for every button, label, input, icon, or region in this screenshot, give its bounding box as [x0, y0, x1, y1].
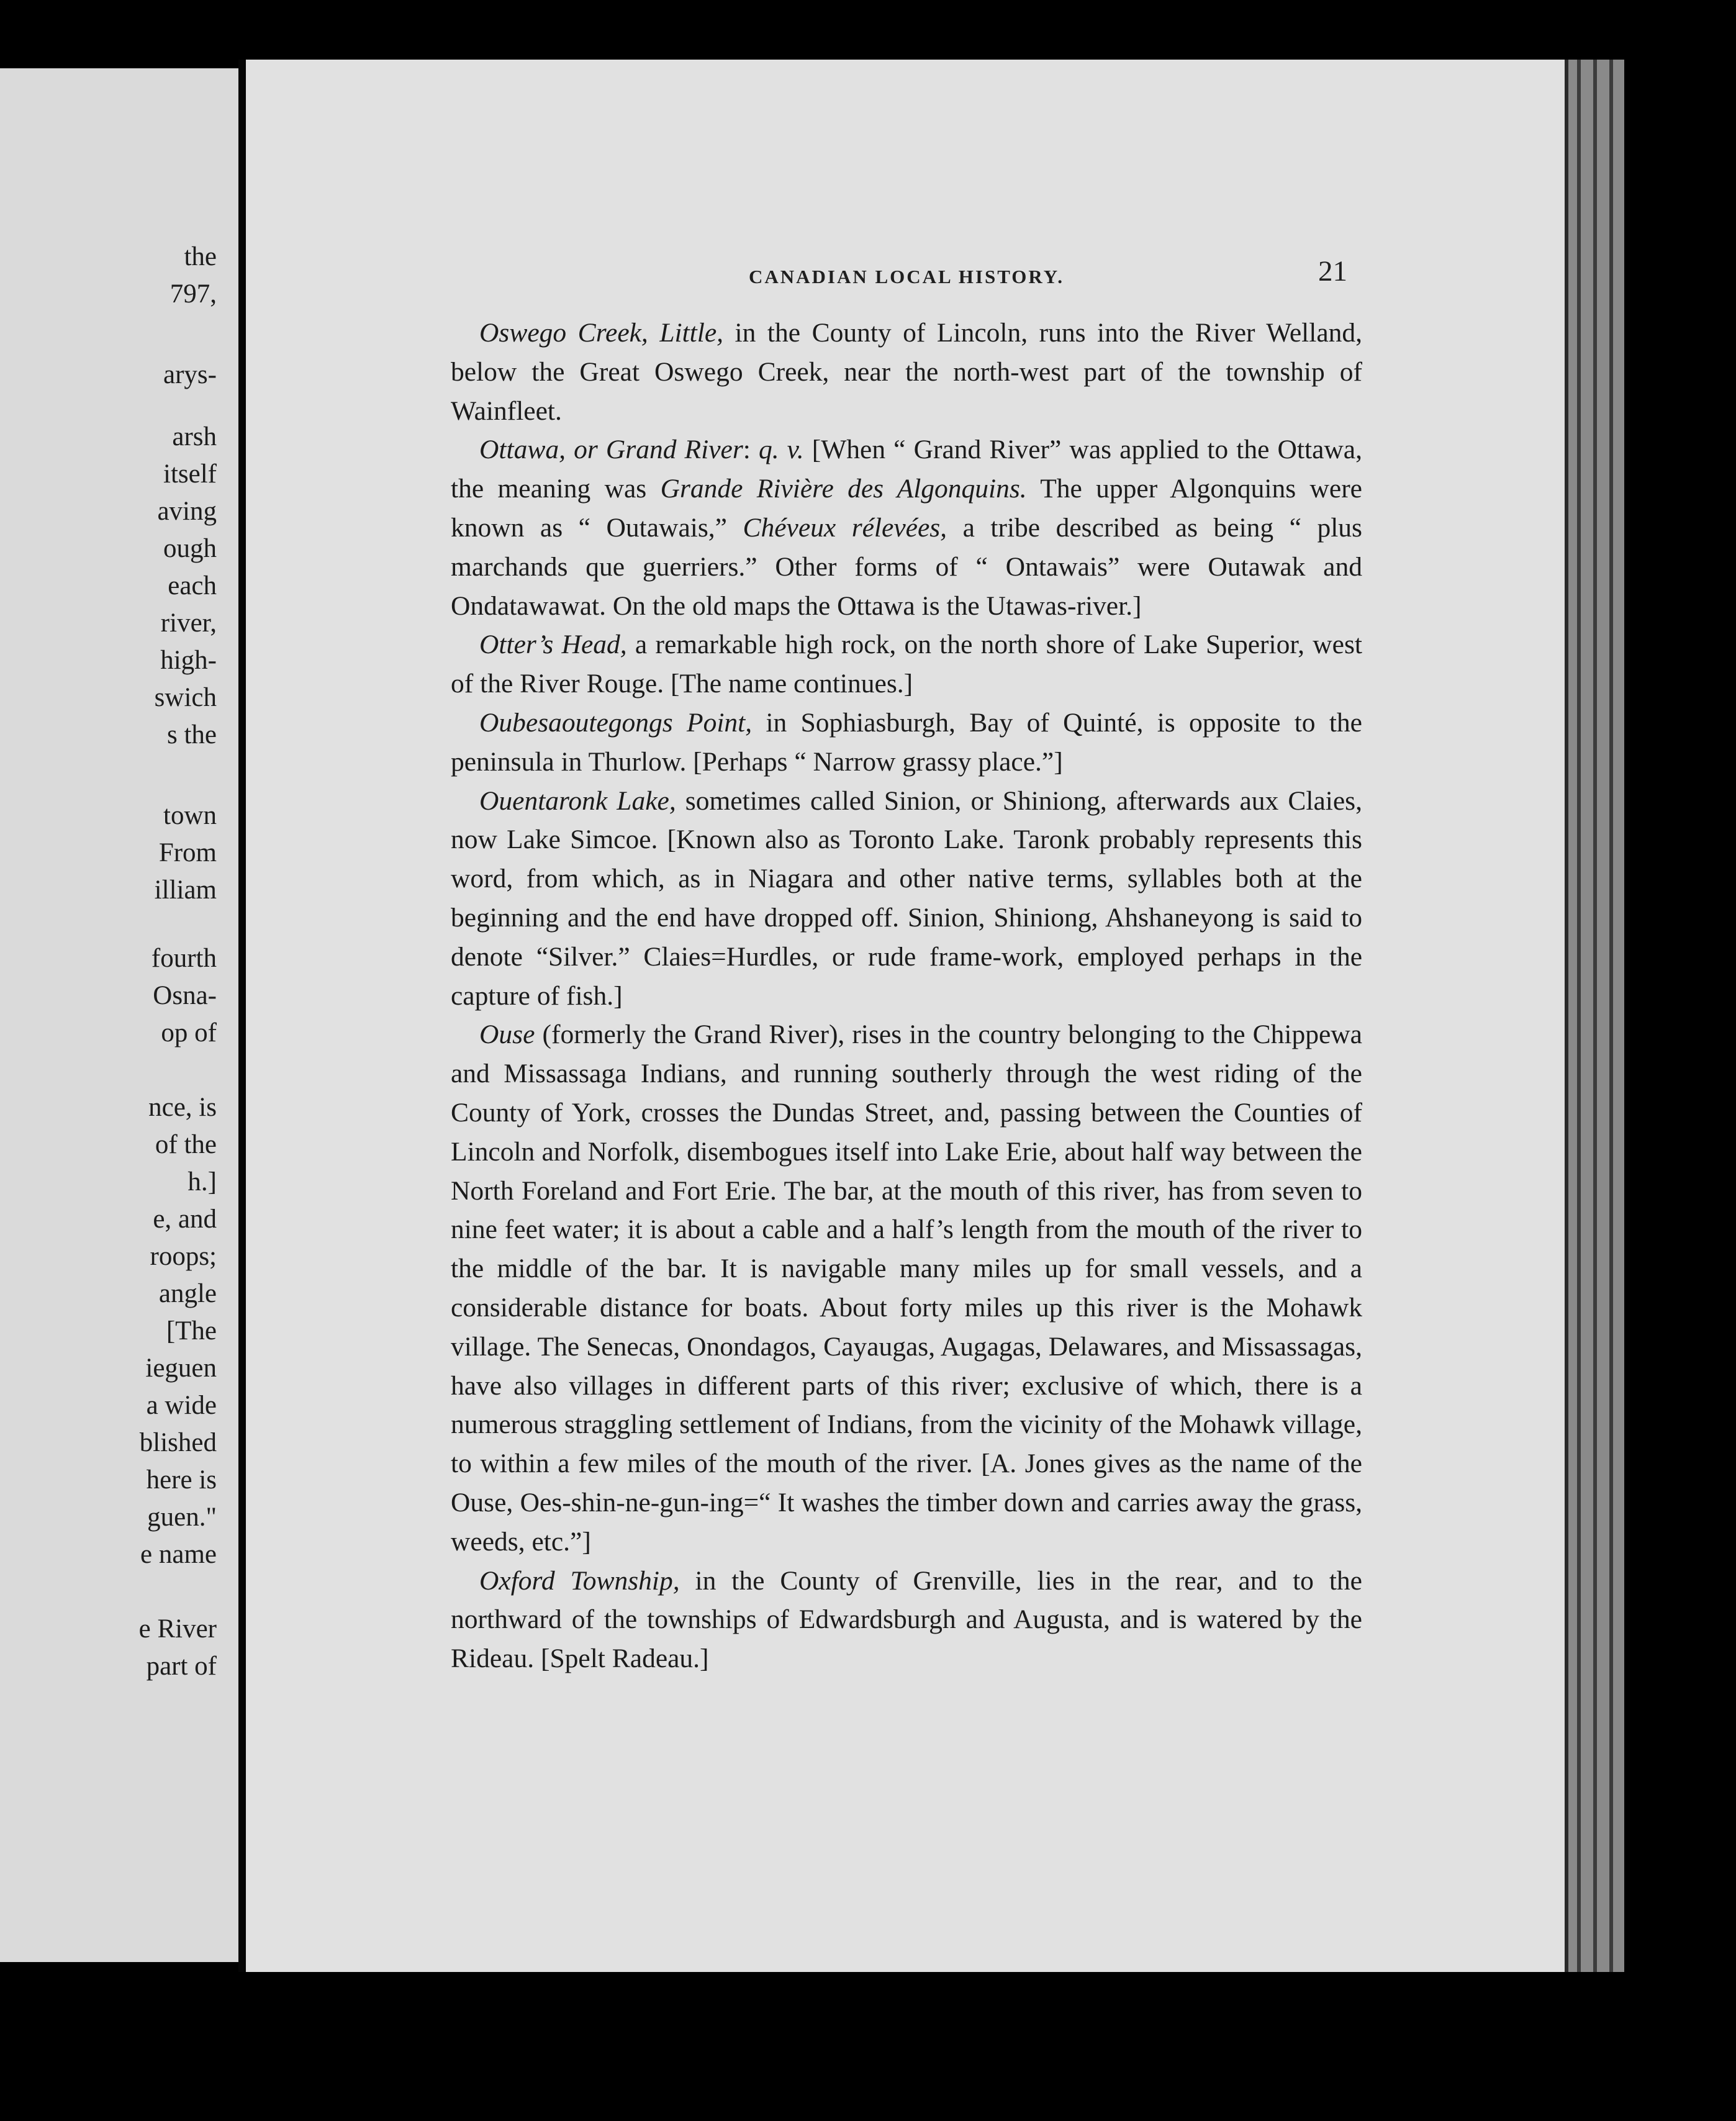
left-page-line-fragment: ough [163, 534, 217, 563]
left-page-line-fragment: h.] [188, 1167, 217, 1196]
entry-cross-reference: q. v. [758, 435, 804, 465]
entry-text: (formerly the Grand River), rises in the country belonging to the Chippewa and Missassaga Indians, and running southerly through the west riding of the County of York, crosses the Dundas Street, and, passing between the Counties of Lincoln and Norfolk, disembogues itself into Lake Erie, about half way between the North Foreland and Fort Erie. The bar, at the mouth of this river, has from seven to nine feet water; it is about a cable and a half’s length from the mouth of the river to the middle of the bar. It is navigable many miles up for small vessels, and a considerable distance for boats. About forty miles up this river is the Mohawk village. The Senecas, Onondagos, Cayaugas, Augagas, Delawares, and Missassagas, have also villages in different parts of this river; exclusive of which, there is a numerous straggling settlement of Indians, from the vicinity of the Mohawk village, to within a few miles of the mouth of the river. [A. Jones gives as the name of the Ouse, Oes-shin-ne-gun-ing=“ It washes the timber down and carries away the grass, weeds, etc.”] [451, 1020, 1362, 1557]
left-page-line-fragment: arsh [172, 422, 217, 451]
entry-headword: Oswego Creek, Little, [479, 318, 724, 348]
entry-headword: Oubesaoutegongs Point, [479, 707, 753, 738]
left-page-line-fragment: 797, [170, 279, 217, 309]
entry-italic-phrase: Grande Rivière des Algonquins. [660, 474, 1027, 504]
left-page-fragment [0, 68, 239, 1962]
left-page-line-fragment: s the [166, 720, 217, 749]
left-page-line-fragment: blished [139, 1428, 217, 1457]
left-page-line-fragment: e River [138, 1614, 217, 1644]
left-page-line-fragment: here is [146, 1465, 217, 1495]
left-page-line-fragment: each [168, 571, 217, 600]
gutter-binding-line [238, 60, 246, 1972]
left-page-line-fragment: aving [157, 497, 217, 526]
left-page-line-fragment: Osna- [153, 981, 217, 1010]
entry-text: in Sophiasburgh, Bay of Quinté, is opposite to the peninsula in Thurlow. [Perhaps “ Narrow grassy place.”] [451, 707, 1362, 777]
left-page-line-fragment: arys- [163, 360, 217, 389]
left-page-line-fragment: river, [160, 608, 217, 638]
entry-headword: Ouentaronk Lake, [479, 785, 676, 816]
left-page-line-fragment: part of [146, 1652, 217, 1681]
entry-oubesaoutegongs-point [451, 703, 1362, 782]
left-page-line-fragment: [The [166, 1316, 217, 1345]
entry-headword: Ouse [479, 1020, 535, 1050]
left-page-line-fragment: From [158, 838, 217, 867]
entry-oswego-creek-little [451, 314, 1362, 430]
left-page-line-fragment: angle [158, 1279, 217, 1308]
left-page-line-fragment: e name [140, 1540, 217, 1569]
left-page-line-fragment: swich [154, 683, 217, 712]
left-page-line-fragment: e, and [153, 1205, 217, 1234]
entry-text: a remarkable high rock, on the north shore of Lake Superior, west of the River Rouge. [The name continues.] [451, 630, 1362, 699]
entry-text: in the County of Lincoln, runs into the River Welland, below the Great Oswego Creek, near the north-west part of the township of Wainfleet. [451, 318, 1363, 426]
entry-text: [When “ Grand River” was applied to the Ottawa, the meaning was [451, 435, 1362, 504]
left-page-line-fragment: guen." [147, 1503, 217, 1532]
entry-italic-phrase: Chéveux rélevées, [743, 512, 947, 543]
left-page-line-fragment: nce, is [148, 1093, 217, 1122]
left-page-line-fragment: fourth [151, 944, 217, 973]
left-page-line-fragment: ieguen [145, 1354, 217, 1383]
left-page-line-fragment: the [184, 242, 217, 271]
page-number: 21 [1318, 255, 1347, 287]
left-page-line-fragment: itself [163, 459, 217, 489]
left-page-line-fragment: a wide [146, 1391, 217, 1420]
running-head: CANADIAN LOCAL HISTORY. [748, 266, 1065, 287]
left-page-line-fragment: town [163, 801, 217, 830]
entry-text: sometimes called Sinion, or Shiniong, afterwards aux Claies, now Lake Simcoe. [Known also as Toronto Lake. Taronk probably represents this word, from which, as in Niagara and other native terms, syllables both at the beginning and the end have dropped off. Sinion, Shiniong, Ahshaneyong is said to denote “Silver.” Claies=Hurdles, or rude frame-work, employed perhaps in the capture of fish.] [451, 785, 1362, 1011]
gazetteer-text [451, 314, 1362, 1678]
entry-ottawa [451, 430, 1362, 625]
entry-headword: Ottawa, or Grand River [479, 435, 743, 465]
left-page-line-fragment: illiam [154, 875, 217, 905]
left-page-line-fragment: op of [161, 1018, 217, 1047]
entry-ouse [451, 1015, 1362, 1561]
entry-otters-head [451, 625, 1362, 703]
left-page-line-fragment: high- [160, 646, 217, 675]
entry-separator: : [743, 435, 759, 465]
entry-text: The upper Algonquins were known as “ Outawais,” [451, 474, 1362, 543]
entry-ouentaronk-lake [451, 782, 1362, 1016]
entry-oxford-township [451, 1562, 1362, 1678]
left-page-line-fragment: of the [155, 1130, 217, 1159]
entry-text: a tribe described as being “ plus marchands que guerriers.” Other forms of “ Ontawais” were Outawak and Ondatawawat. On the old maps the Ottawa is the Utawas-river.] [451, 512, 1362, 621]
left-page-line-fragment: roops; [150, 1242, 217, 1271]
page-edge-stack [1565, 60, 1624, 1972]
entry-headword: Otter’s Head, [479, 630, 627, 660]
entry-text: in the County of Grenville, lies in the rear, and to the northward of the townships of Edwardsburgh and Augusta, and is watered by the Rideau. [Spelt Radeau.] [451, 1565, 1362, 1674]
entry-headword: Oxford Township, [479, 1565, 680, 1596]
